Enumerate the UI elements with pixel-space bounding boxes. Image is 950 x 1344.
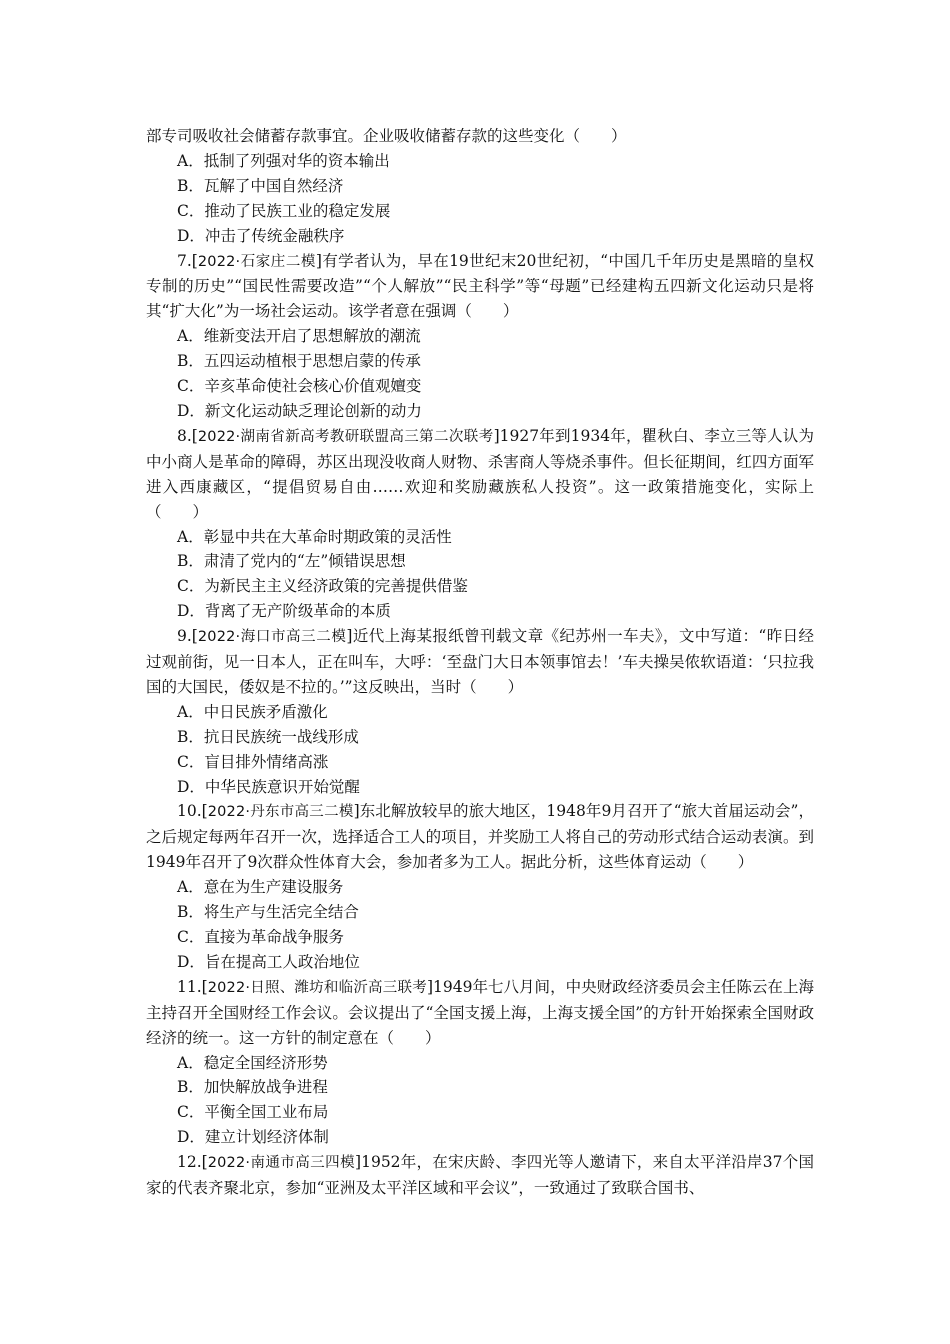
q12-text: ]1952年，在宋庆龄、李四光等人邀请下，来自太平洋沿岸37个国家的代表齐聚北京，参加“亚洲及太平洋区域和平会议”，一致通过了致联合国书、 — [146, 1153, 815, 1198]
q10-option-d: D．旨在提高工人政治地位 — [177, 952, 360, 971]
q9-option-d: D．中华民族意识开始觉醒 — [177, 777, 360, 796]
question-10 — [146, 799, 814, 875]
q9-source: 2022·海口市高三二模 — [197, 629, 347, 646]
q9-number: 9.[ — [177, 627, 198, 646]
intro-text: 部专司吸收社会储蓄存款事宜。企业吸收储蓄存款的这些变化（ ） — [146, 127, 627, 145]
q9-option-a: A．中日民族矛盾激化 — [177, 702, 328, 721]
q7-option-a: A．维新变法开启了思想解放的潮流 — [177, 327, 421, 346]
question-11 — [146, 975, 814, 1051]
q7-number: 7.[ — [177, 251, 198, 270]
q7-source: 2022·石家庄二模 — [197, 253, 316, 270]
q12-source: 2022·南通市高三四模 — [207, 1155, 356, 1172]
question-12 — [146, 1150, 814, 1201]
q8-text: ]1927年到1934年，瞿秋白、李立三等人认为中小商人是革命的障碍，苏区出现没收商人财物、杀害商人等烧杀事件。但长征期间，红四方面军进入西康藏区，“提倡贸易自由……欢迎和奖励藏族私人投资”。这一政策措施变化，实际上（ ） — [146, 426, 814, 521]
q10-text: ]东北解放较早的旅大地区，1948年9月召开了“旅大首届运动会”，之后规定每两年召开一次，选择适合工人的项目，并奖励工人将自己的劳动形式结合运动表演。到1949年召开了9次群众性体育大会，参加者多为工人。据此分析，这些体育运动（ ） — [146, 802, 814, 872]
q6-option-b: B．瓦解了中国自然经济 — [177, 176, 344, 195]
q11-option-a: A．稳定全国经济形势 — [177, 1053, 328, 1072]
q10-option-a: A．意在为生产建设服务 — [177, 878, 344, 897]
q9-text: ]近代上海某报纸曾刊载文章《纪苏州一车夫》，文中写道：“昨日经过观前街，见一日本人，正在叫车，大呼：‘至盘门大日本领事馆去！’车夫操吴侬软语道：‘只拉我国的大国民，倭奴是不拉的。’”这反映出，当时（ ） — [146, 627, 814, 696]
q10-number: 10.[ — [177, 802, 208, 821]
q8-option-c: C．为新民主主义经济政策的完善提供借鉴 — [177, 577, 468, 596]
question-7 — [146, 249, 814, 325]
document-page — [146, 124, 814, 1201]
q7-text: ]有学者认为，早在19世纪末20世纪初，“中国几千年历史是黑暗的皇权专制的历史”“国民性需要改造”“个人解放”“民主科学”等“母题”已经建构五四新文化运动只是将其“扩大化”为一场社会运动。该学者意在强调（ ） — [146, 251, 814, 321]
q10-source: 2022·丹东市高三二模 — [207, 804, 354, 821]
q6-option-c: C．推动了民族工业的稳定发展 — [177, 201, 391, 220]
q10-option-c: C．直接为革命战争服务 — [177, 928, 344, 946]
q6-option-a: A．抵制了列强对华的资本输出 — [177, 151, 390, 170]
q8-option-a: A．彰显中共在大革命时期政策的灵活性 — [177, 527, 452, 546]
question-9 — [146, 624, 814, 700]
q11-text: ]1949年七八月间，中央财政经济委员会主任陈云在上海主持召开全国财经工作会议。会议提出了“全国支援上海，上海支援全国”的方针开始探索全国财政经济的统一。这一方针的制定意在（ ） — [146, 977, 814, 1047]
q8-number: 8.[ — [177, 426, 198, 445]
q11-source: 2022·日照、潍坊和临沂高三联考 — [207, 979, 427, 996]
q9-option-c: C．盲目排外情绪高涨 — [177, 752, 329, 771]
q8-source: 2022·湖南省新高考教研联盟高三第二次联考 — [197, 428, 494, 445]
q11-number: 11.[ — [177, 977, 208, 996]
q7-option-c: C．辛亥革命使社会核心价值观嬗变 — [177, 377, 422, 396]
q9-option-b: B．抗日民族统一战线形成 — [177, 727, 359, 746]
q12-number: 12.[ — [177, 1153, 208, 1172]
q11-option-d: D．建立计划经济体制 — [177, 1128, 329, 1147]
q8-option-d: D．背离了无产阶级革命的本质 — [177, 602, 391, 621]
q11-option-b: B．加快解放战争进程 — [177, 1078, 328, 1097]
q10-option-b: B．将生产与生活完全结合 — [177, 903, 359, 922]
q11-option-c: C．平衡全国工业布局 — [177, 1103, 329, 1122]
q6-option-d: D．冲击了传统金融秩序 — [177, 226, 345, 245]
q7-option-d: D．新文化运动缺乏理论创新的动力 — [177, 401, 422, 420]
q7-option-b: B．五四运动植根于思想启蒙的传承 — [177, 352, 421, 371]
question-8 — [146, 424, 814, 525]
q8-option-b: B．肃清了党内的“左”倾错误思想 — [177, 552, 406, 571]
